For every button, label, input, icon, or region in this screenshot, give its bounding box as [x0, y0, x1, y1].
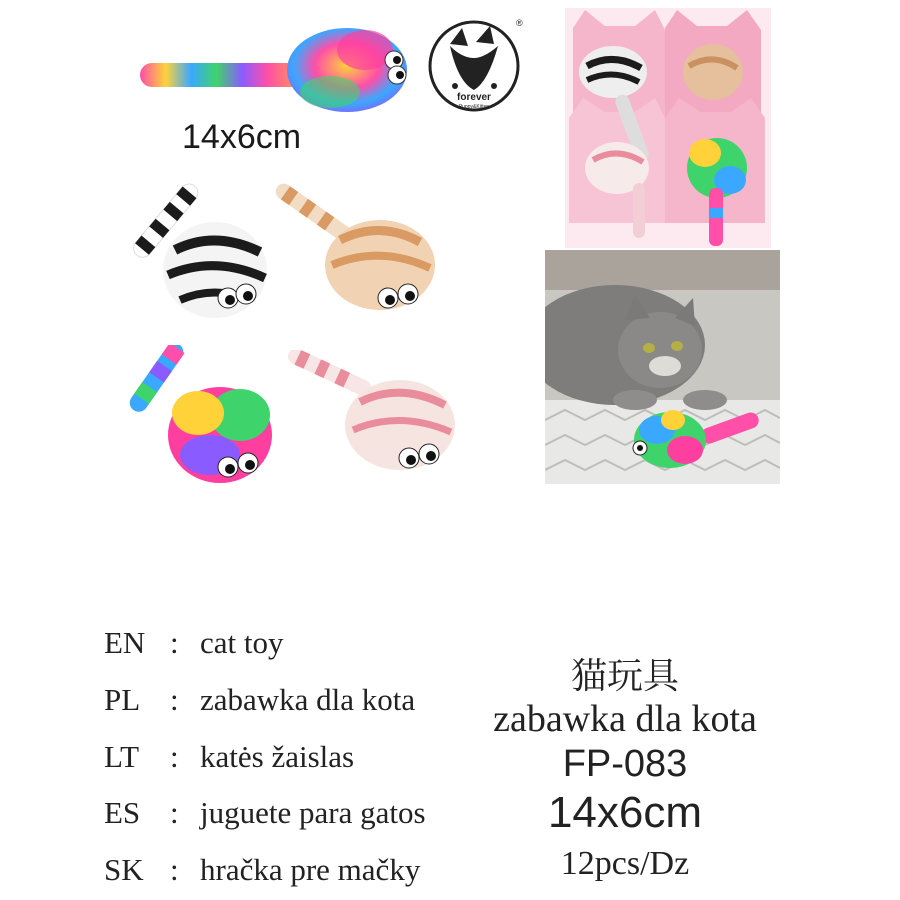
- product-name-polish: zabawka dla kota: [493, 698, 757, 740]
- logo-brand: forever: [457, 92, 491, 103]
- registered-mark: ®: [516, 18, 523, 28]
- lang-code: EN: [104, 625, 146, 660]
- rainbow-mouse-image: [120, 345, 280, 490]
- lang-row-pl: [104, 682, 415, 718]
- packaging-photo: [565, 8, 771, 248]
- product-name-chinese: 猫玩具: [570, 656, 679, 697]
- product-size: 14x6cm: [547, 788, 703, 837]
- size-label: 14x6cm: [182, 118, 302, 156]
- pack-quantity: 12pcs/Dz: [560, 845, 690, 882]
- logo-sub: Puppy&Kitten: [458, 104, 490, 110]
- product-code: FP-083: [562, 743, 688, 785]
- pink-mouse-image: [285, 350, 460, 480]
- lang-sep: :: [170, 739, 179, 774]
- lang-code: LT: [104, 739, 140, 774]
- lang-row-sk: [104, 852, 420, 888]
- lang-text: cat toy: [200, 625, 284, 660]
- lang-text: katės žaislas: [200, 739, 355, 774]
- lang-text: juguete para gatos: [200, 795, 426, 830]
- lang-sep: :: [170, 625, 179, 660]
- cat-playing-photo: [545, 250, 780, 484]
- lang-code: SK: [104, 852, 144, 887]
- lang-code: PL: [104, 682, 141, 717]
- brand-logo: [428, 12, 524, 116]
- lang-row-es: [104, 795, 426, 831]
- lang-sep: :: [170, 852, 179, 887]
- lang-text: hračka pre mačky: [200, 852, 421, 887]
- lang-sep: :: [170, 682, 179, 717]
- lang-code: ES: [104, 795, 141, 830]
- lang-text: zabawka dla kota: [200, 682, 416, 717]
- lang-row-lt: [104, 739, 354, 775]
- tan-mouse-image: [270, 180, 440, 320]
- rainbow-mouse-long-image: [135, 20, 410, 115]
- lang-sep: :: [170, 795, 179, 830]
- lang-row-en: [104, 625, 284, 661]
- zebra-mouse-image: [120, 160, 280, 330]
